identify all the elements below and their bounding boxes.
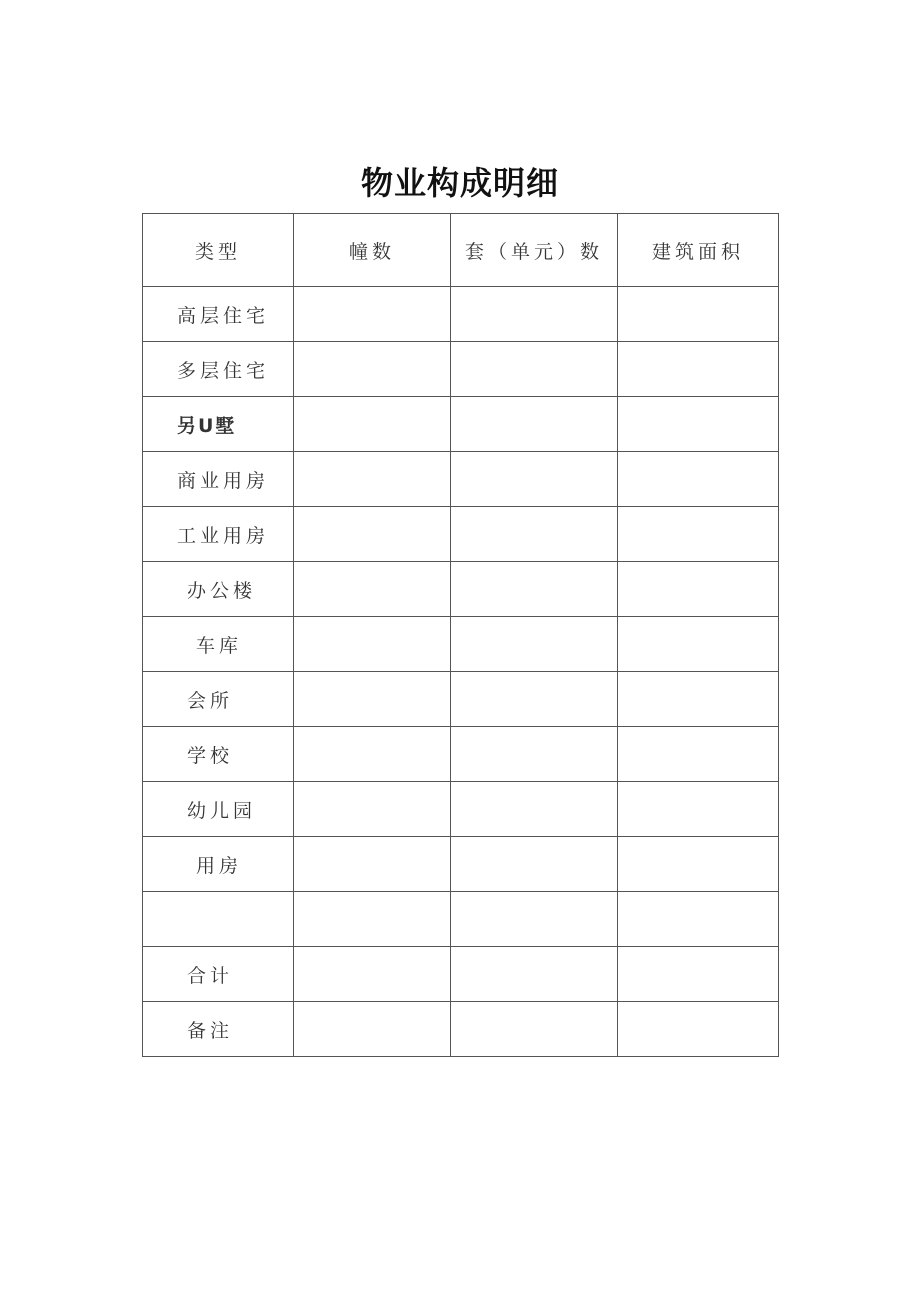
row-type-label: 工业用房 bbox=[143, 507, 294, 562]
building-count-cell[interactable] bbox=[294, 947, 451, 1002]
unit-count-cell[interactable] bbox=[451, 1002, 618, 1057]
building-count-cell[interactable] bbox=[294, 1002, 451, 1057]
unit-count-cell[interactable] bbox=[451, 782, 618, 837]
row-type-label: 办公楼 bbox=[143, 562, 294, 617]
unit-count-cell[interactable] bbox=[451, 397, 618, 452]
floor-area-cell[interactable] bbox=[618, 342, 779, 397]
property-composition-table bbox=[142, 213, 779, 1057]
unit-count-cell[interactable] bbox=[451, 892, 618, 947]
header-row bbox=[143, 214, 779, 287]
floor-area-cell[interactable] bbox=[618, 397, 779, 452]
unit-count-cell[interactable] bbox=[451, 617, 618, 672]
row-type-label: 会所 bbox=[143, 672, 294, 727]
table-row bbox=[143, 507, 779, 562]
header-building-count: 幢数 bbox=[294, 214, 451, 287]
row-type-label: 幼儿园 bbox=[143, 782, 294, 837]
building-count-cell[interactable] bbox=[294, 342, 451, 397]
table-row bbox=[143, 287, 779, 342]
floor-area-cell[interactable] bbox=[618, 507, 779, 562]
building-count-cell[interactable] bbox=[294, 727, 451, 782]
building-count-cell[interactable] bbox=[294, 452, 451, 507]
floor-area-cell[interactable] bbox=[618, 727, 779, 782]
table-row-remarks bbox=[143, 1002, 779, 1057]
unit-count-cell[interactable] bbox=[451, 342, 618, 397]
unit-count-cell[interactable] bbox=[451, 452, 618, 507]
page-title: 物业构成明细 bbox=[360, 164, 559, 202]
row-type-label: 另U墅 bbox=[143, 397, 294, 452]
floor-area-cell[interactable] bbox=[618, 617, 779, 672]
table-row bbox=[143, 562, 779, 617]
table-row bbox=[143, 837, 779, 892]
unit-count-cell[interactable] bbox=[451, 562, 618, 617]
row-type-label: 车库 bbox=[143, 617, 294, 672]
unit-count-cell[interactable] bbox=[451, 837, 618, 892]
row-type-label[interactable] bbox=[143, 892, 294, 947]
unit-count-cell[interactable] bbox=[451, 727, 618, 782]
building-count-cell[interactable] bbox=[294, 617, 451, 672]
header-floor-area: 建筑面积 bbox=[618, 214, 779, 287]
building-count-cell[interactable] bbox=[294, 397, 451, 452]
building-count-cell[interactable] bbox=[294, 287, 451, 342]
floor-area-cell[interactable] bbox=[618, 892, 779, 947]
floor-area-cell[interactable] bbox=[618, 452, 779, 507]
table-row-total bbox=[143, 947, 779, 1002]
unit-count-cell[interactable] bbox=[451, 947, 618, 1002]
floor-area-cell[interactable] bbox=[618, 837, 779, 892]
table-row bbox=[143, 617, 779, 672]
floor-area-cell[interactable] bbox=[618, 947, 779, 1002]
building-count-cell[interactable] bbox=[294, 562, 451, 617]
row-type-label: 合计 bbox=[143, 947, 294, 1002]
header-unit-count: 套（单元）数 bbox=[451, 214, 618, 287]
table-row bbox=[143, 452, 779, 507]
building-count-cell[interactable] bbox=[294, 837, 451, 892]
table-row bbox=[143, 672, 779, 727]
row-type-label: 用房 bbox=[143, 837, 294, 892]
header-type: 类型 bbox=[143, 214, 294, 287]
table-row bbox=[143, 727, 779, 782]
table-row bbox=[143, 342, 779, 397]
building-count-cell[interactable] bbox=[294, 892, 451, 947]
floor-area-cell[interactable] bbox=[618, 782, 779, 837]
unit-count-cell[interactable] bbox=[451, 507, 618, 562]
floor-area-cell[interactable] bbox=[618, 562, 779, 617]
table-row bbox=[143, 782, 779, 837]
unit-count-cell[interactable] bbox=[451, 672, 618, 727]
floor-area-cell[interactable] bbox=[618, 672, 779, 727]
building-count-cell[interactable] bbox=[294, 672, 451, 727]
building-count-cell[interactable] bbox=[294, 507, 451, 562]
row-type-label: 商业用房 bbox=[143, 452, 294, 507]
row-type-label: 多层住宅 bbox=[143, 342, 294, 397]
row-type-label: 高层住宅 bbox=[143, 287, 294, 342]
row-type-label: 学校 bbox=[143, 727, 294, 782]
unit-count-cell[interactable] bbox=[451, 287, 618, 342]
row-type-label: 备注 bbox=[143, 1002, 294, 1057]
table-row bbox=[143, 397, 779, 452]
floor-area-cell[interactable] bbox=[618, 1002, 779, 1057]
floor-area-cell[interactable] bbox=[618, 287, 779, 342]
building-count-cell[interactable] bbox=[294, 782, 451, 837]
table-row bbox=[143, 892, 779, 947]
